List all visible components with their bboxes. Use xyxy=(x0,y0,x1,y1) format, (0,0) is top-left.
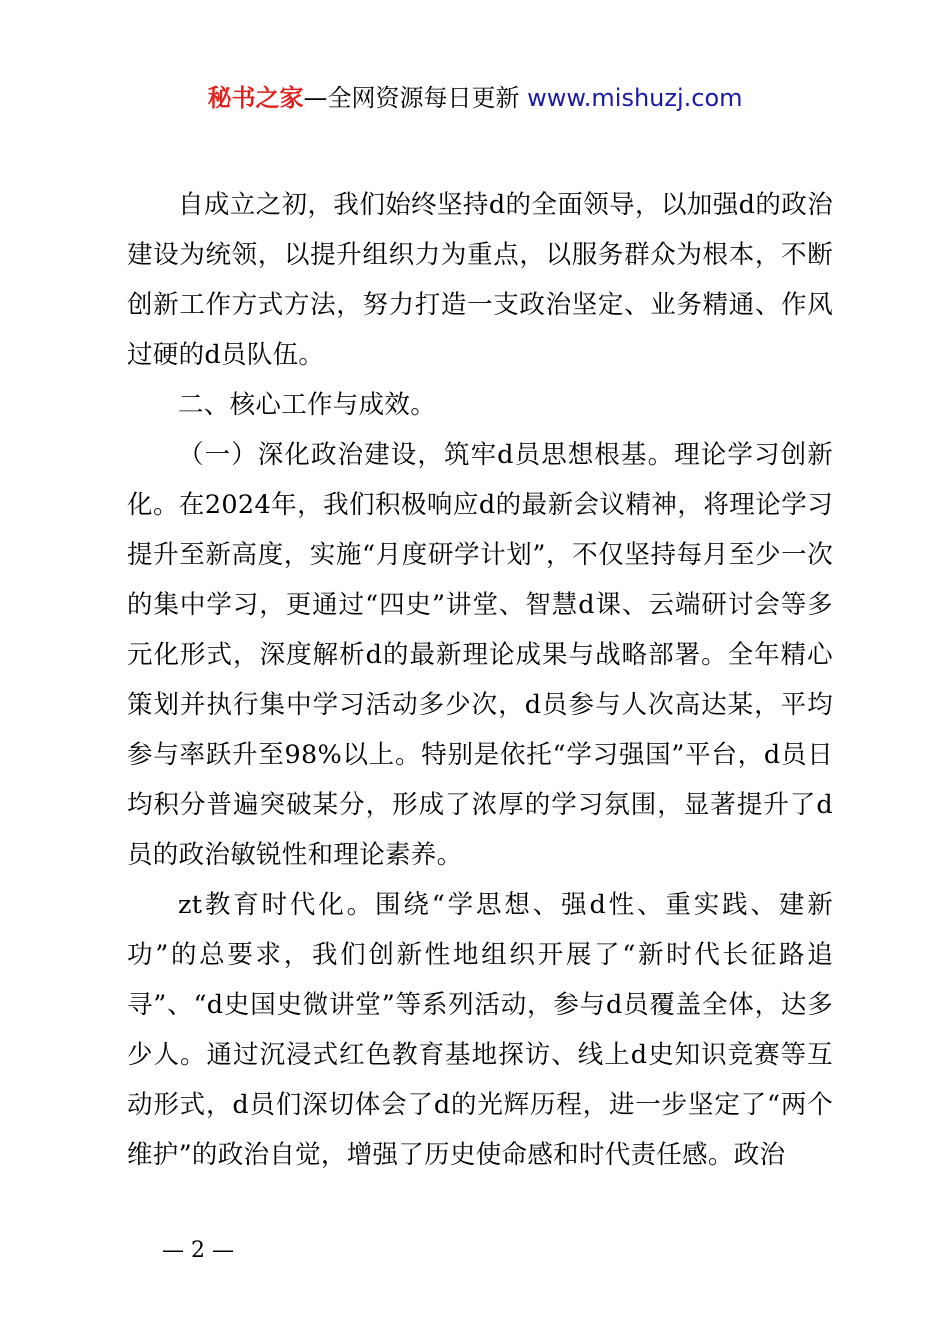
section-heading: 二、核心工作与成效。 xyxy=(178,390,437,420)
document-body xyxy=(127,180,833,1180)
site-header xyxy=(0,80,950,116)
paragraph: 自成立之初，我们始终坚持d的全面领导，以加强d的政治建设为统领，以提升组织力为重点，以服务群众为根本，不断创新工作方式方法，努力打造一支政治坚定、业务精通、作风过硬的d员队伍。 xyxy=(127,190,833,370)
brand-name: 秘书之家 xyxy=(207,84,304,112)
site-url-link[interactable]: www.mishuzj.com xyxy=(527,84,743,112)
paragraph: zt教育时代化。围绕“学思想、强d性、重实践、建新功”的总要求，我们创新性地组织开展了“新时代长征路追寻”、“d史国史微讲堂”等系列活动，参与d员覆盖全体，达多少人。通过沉浸式红色教育基地探访、线上d史知识竞赛等互动形式，d员们深切体会了d的光辉历程，进一步坚定了“两个维护”的政治自觉，增强了历史使命感和时代责任感。政治 xyxy=(127,890,833,1170)
paragraph: （一）深化政治建设，筑牢d员思想根基。理论学习创新化。在2024年，我们积极响应d的最新会议精神，将理论学习提升至新高度，实施“月度研学计划”，不仅坚持每月至少一次的集中学习，更通过“四史”讲堂、智慧d课、云端研讨会等多元化形式，深度解析d的最新理论成果与战略部署。全年精心策划并执行集中学习活动多少次，d员参与人次高达某，平均参与率跃升至98%以上。特别是依托“学习强国”平台，d员日均积分普遍突破某分，形成了浓厚的学习氛围，显著提升了d员的政治敏锐性和理论素养。 xyxy=(127,440,833,870)
header-tagline: —全网资源每日更新 xyxy=(303,84,520,112)
page-number: — 2 — xyxy=(162,1238,234,1263)
